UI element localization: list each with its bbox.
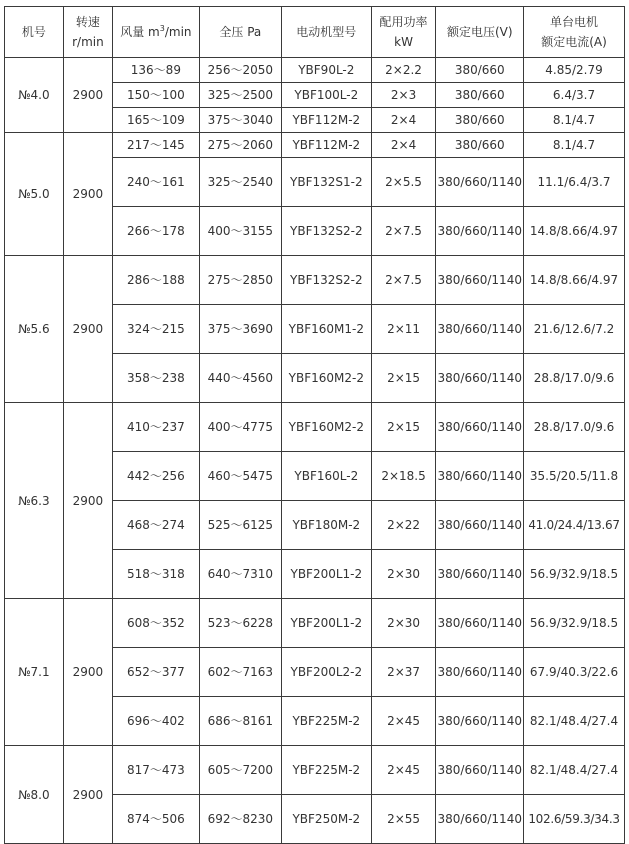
cell-voltage: 380/660 — [436, 133, 524, 158]
cell-voltage: 380/660/1140 — [436, 452, 524, 501]
cell-motor-model: YBF90L-2 — [282, 58, 372, 83]
cell-current: 41.0/24.4/13.67 — [524, 501, 625, 550]
cell-current: 8.1/4.7 — [524, 133, 625, 158]
cell-airflow: 410～237 — [113, 403, 200, 452]
header-current-line1: 单台电机 — [550, 15, 599, 29]
cell-power: 2×2.2 — [371, 58, 436, 83]
cell-motor-model: YBF160L-2 — [282, 452, 372, 501]
cell-pressure: 640～7310 — [199, 550, 281, 599]
cell-motor-model: YBF100L-2 — [282, 83, 372, 108]
cell-current: 102.6/59.3/34.3 — [524, 795, 625, 844]
table-row — [5, 58, 625, 83]
cell-model: №8.0 — [5, 746, 64, 844]
cell-airflow: 817～473 — [113, 746, 200, 795]
cell-pressure: 460～5475 — [199, 452, 281, 501]
cell-airflow: 240～161 — [113, 158, 200, 207]
cell-airflow: 608～352 — [113, 599, 200, 648]
cell-motor-model: YBF132S2-2 — [282, 207, 372, 256]
table-row — [5, 256, 625, 305]
cell-airflow: 358～238 — [113, 354, 200, 403]
cell-voltage: 380/660/1140 — [436, 354, 524, 403]
cell-current: 28.8/17.0/9.6 — [524, 403, 625, 452]
cell-power: 2×30 — [371, 599, 436, 648]
cell-voltage: 380/660/1140 — [436, 648, 524, 697]
cell-current: 6.4/3.7 — [524, 83, 625, 108]
cell-pressure: 375～3040 — [199, 108, 281, 133]
cell-model: №5.0 — [5, 133, 64, 256]
cell-voltage: 380/660/1140 — [436, 403, 524, 452]
cell-power: 2×4 — [371, 133, 436, 158]
cell-power: 2×30 — [371, 550, 436, 599]
cell-pressure: 602～7163 — [199, 648, 281, 697]
cell-current: 82.1/48.4/27.4 — [524, 697, 625, 746]
header-power-line1: 配用功率 — [379, 15, 428, 29]
cell-voltage: 380/660/1140 — [436, 256, 524, 305]
cell-pressure: 400～4775 — [199, 403, 281, 452]
cell-current: 56.9/32.9/18.5 — [524, 550, 625, 599]
cell-airflow: 150～100 — [113, 83, 200, 108]
cell-pressure: 275～2060 — [199, 133, 281, 158]
header-row — [5, 7, 625, 58]
cell-pressure: 440～4560 — [199, 354, 281, 403]
cell-pressure: 275～2850 — [199, 256, 281, 305]
cell-motor-model: YBF225M-2 — [282, 746, 372, 795]
cell-power: 2×15 — [371, 354, 436, 403]
cell-power: 2×4 — [371, 108, 436, 133]
header-airflow — [113, 7, 200, 58]
cell-power: 2×22 — [371, 501, 436, 550]
cell-airflow: 518～318 — [113, 550, 200, 599]
cell-voltage: 380/660/1140 — [436, 305, 524, 354]
cell-airflow: 217～145 — [113, 133, 200, 158]
cell-airflow: 165～109 — [113, 108, 200, 133]
cell-voltage: 380/660 — [436, 83, 524, 108]
fan-spec-table — [4, 6, 625, 844]
header-voltage: 额定电压(V) — [436, 7, 524, 58]
header-power-line2: kW — [394, 35, 413, 49]
header-speed-line1: 转速 — [75, 15, 100, 29]
cell-motor-model: YBF132S1-2 — [282, 158, 372, 207]
cell-airflow: 442～256 — [113, 452, 200, 501]
cell-power: 2×15 — [371, 403, 436, 452]
header-airflow-sup: 3 — [159, 24, 165, 33]
cell-power: 2×45 — [371, 746, 436, 795]
cell-model: №6.3 — [5, 403, 64, 599]
cell-voltage: 380/660/1140 — [436, 599, 524, 648]
header-motor-model: 电动机型号 — [282, 7, 372, 58]
header-current — [524, 7, 625, 58]
cell-current: 56.9/32.9/18.5 — [524, 599, 625, 648]
table-header — [5, 7, 625, 58]
cell-pressure: 692～8230 — [199, 795, 281, 844]
header-airflow-suffix: /min — [164, 25, 192, 39]
header-pressure: 全压 Pa — [199, 7, 281, 58]
cell-pressure: 686～8161 — [199, 697, 281, 746]
cell-voltage: 380/660 — [436, 58, 524, 83]
cell-motor-model: YBF112M-2 — [282, 108, 372, 133]
cell-motor-model: YBF200L2-2 — [282, 648, 372, 697]
cell-power: 2×18.5 — [371, 452, 436, 501]
table-body — [5, 58, 625, 844]
cell-airflow: 696～402 — [113, 697, 200, 746]
cell-voltage: 380/660/1140 — [436, 550, 524, 599]
cell-power: 2×7.5 — [371, 207, 436, 256]
cell-speed: 2900 — [63, 599, 112, 746]
cell-current: 8.1/4.7 — [524, 108, 625, 133]
cell-speed: 2900 — [63, 256, 112, 403]
cell-airflow: 266～178 — [113, 207, 200, 256]
cell-current: 21.6/12.6/7.2 — [524, 305, 625, 354]
cell-speed: 2900 — [63, 133, 112, 256]
cell-model: №4.0 — [5, 58, 64, 133]
cell-power: 2×5.5 — [371, 158, 436, 207]
cell-power: 2×3 — [371, 83, 436, 108]
cell-airflow: 652～377 — [113, 648, 200, 697]
cell-voltage: 380/660/1140 — [436, 746, 524, 795]
cell-motor-model: YBF160M1-2 — [282, 305, 372, 354]
header-airflow-prefix: 风量 m — [120, 25, 160, 39]
cell-airflow: 324～215 — [113, 305, 200, 354]
cell-pressure: 400～3155 — [199, 207, 281, 256]
cell-current: 28.8/17.0/9.6 — [524, 354, 625, 403]
table-row — [5, 133, 625, 158]
cell-motor-model: YBF200L1-2 — [282, 599, 372, 648]
cell-current: 67.9/40.3/22.6 — [524, 648, 625, 697]
cell-pressure: 525～6125 — [199, 501, 281, 550]
cell-voltage: 380/660/1140 — [436, 158, 524, 207]
header-speed-line2: r/min — [72, 35, 104, 49]
cell-current: 14.8/8.66/4.97 — [524, 207, 625, 256]
cell-motor-model: YBF112M-2 — [282, 133, 372, 158]
cell-motor-model: YBF180M-2 — [282, 501, 372, 550]
cell-current: 4.85/2.79 — [524, 58, 625, 83]
cell-voltage: 380/660/1140 — [436, 207, 524, 256]
cell-pressure: 325～2500 — [199, 83, 281, 108]
cell-voltage: 380/660 — [436, 108, 524, 133]
cell-motor-model: YBF132S2-2 — [282, 256, 372, 305]
cell-current: 14.8/8.66/4.97 — [524, 256, 625, 305]
cell-voltage: 380/660/1140 — [436, 697, 524, 746]
cell-pressure: 523～6228 — [199, 599, 281, 648]
cell-pressure: 256～2050 — [199, 58, 281, 83]
table-row — [5, 746, 625, 795]
header-model: 机号 — [5, 7, 64, 58]
cell-speed: 2900 — [63, 746, 112, 844]
cell-current: 82.1/48.4/27.4 — [524, 746, 625, 795]
cell-speed: 2900 — [63, 403, 112, 599]
cell-model: №5.6 — [5, 256, 64, 403]
cell-airflow: 286～188 — [113, 256, 200, 305]
header-power — [371, 7, 436, 58]
cell-motor-model: YBF160M2-2 — [282, 403, 372, 452]
cell-power: 2×7.5 — [371, 256, 436, 305]
cell-pressure: 375～3690 — [199, 305, 281, 354]
cell-current: 35.5/20.5/11.8 — [524, 452, 625, 501]
cell-power: 2×37 — [371, 648, 436, 697]
cell-motor-model: YBF225M-2 — [282, 697, 372, 746]
cell-voltage: 380/660/1140 — [436, 795, 524, 844]
cell-power: 2×55 — [371, 795, 436, 844]
header-current-line2: 额定电流(A) — [541, 35, 607, 49]
cell-airflow: 468～274 — [113, 501, 200, 550]
cell-voltage: 380/660/1140 — [436, 501, 524, 550]
table-row — [5, 599, 625, 648]
cell-motor-model: YBF160M2-2 — [282, 354, 372, 403]
cell-pressure: 605～7200 — [199, 746, 281, 795]
header-speed — [63, 7, 112, 58]
cell-model: №7.1 — [5, 599, 64, 746]
cell-pressure: 325～2540 — [199, 158, 281, 207]
cell-power: 2×45 — [371, 697, 436, 746]
cell-motor-model: YBF200L1-2 — [282, 550, 372, 599]
cell-power: 2×11 — [371, 305, 436, 354]
cell-motor-model: YBF250M-2 — [282, 795, 372, 844]
cell-speed: 2900 — [63, 58, 112, 133]
cell-airflow: 136～89 — [113, 58, 200, 83]
cell-airflow: 874～506 — [113, 795, 200, 844]
table-row — [5, 403, 625, 452]
cell-current: 11.1/6.4/3.7 — [524, 158, 625, 207]
